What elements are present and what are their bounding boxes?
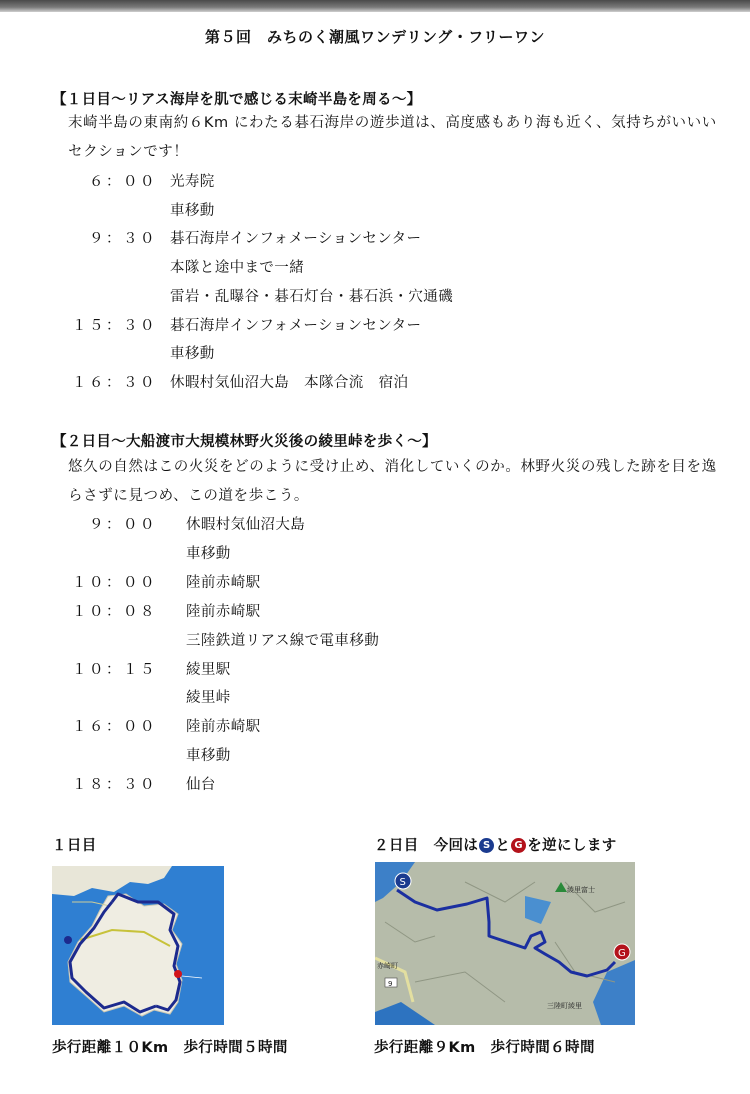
left-place-label: 赤崎町 [377, 962, 398, 970]
day1-map-label: １日目 [52, 838, 97, 854]
day1-schedule-row [0, 258, 750, 278]
day2-schedule-activity: 車移動 [186, 545, 231, 562]
day2-schedule-time: １０：０８ [72, 603, 157, 620]
day2-schedule-row [0, 746, 750, 766]
day1-schedule-activity: 休暇村気仙沼大島 本隊合流 宿泊 [170, 374, 409, 391]
day2-route-map [375, 862, 635, 1025]
day2-label-day: ２日目 [374, 838, 419, 854]
day2-label-and: と [495, 838, 511, 854]
day2-schedule-activity: 三陸鉄道リアス線で電車移動 [186, 632, 380, 649]
day1-heading: 【１日目〜リアス海岸を肌で感じる末崎半島を周る〜】 [52, 92, 422, 108]
peak-label: 綾里富士 [567, 886, 595, 894]
day1-schedule-activity: 車移動 [170, 202, 215, 219]
day2-schedule-row [0, 717, 750, 737]
day2-schedule-activity: 陸前赤崎駅 [186, 603, 261, 620]
day2-schedule-activity: 休暇村気仙沼大島 [186, 517, 306, 533]
day2-schedule-activity: 仙台 [186, 777, 216, 794]
day1-schedule-row [0, 344, 750, 364]
day1-schedule-row [0, 287, 750, 307]
goal-g-letter: G [618, 948, 626, 959]
day2-schedule-activity: 綾里峠 [186, 690, 231, 707]
day2-label-mid: 今回は [433, 838, 479, 854]
day1-schedule-time: １５：３０ [72, 317, 157, 334]
day1-schedule-row [0, 201, 750, 221]
page-title: 第５回 みちのく潮風ワンデリング・フリーワン [204, 28, 546, 46]
day1-schedule-activity: 碁石海岸インフォメーションセンター [170, 317, 422, 334]
day2-schedule-time: １８：３０ [72, 777, 157, 794]
day2-intro: 悠久の自然はこの火災をどのように受け止め、消化していくのか。林野火災の残した跡を目を逸らさずに見つめ、この道を歩こう。 [68, 459, 717, 504]
day1-schedule-time: ９：３０ [89, 231, 157, 248]
day2-map-label [374, 834, 617, 855]
day1-schedule-activity: 本隊と途中まで一緒 [170, 260, 305, 277]
day2-schedule-time: １６：００ [72, 719, 157, 736]
start-marker-icon: S [479, 838, 494, 853]
day2-schedule-row [0, 688, 750, 708]
day2-schedule-time: １０：１５ [72, 661, 157, 678]
day2-map-caption: 歩行距離９Km 歩行時間６時間 [374, 1040, 595, 1056]
day1-schedule-time: ６：００ [89, 174, 157, 190]
day2-heading: 【２日目〜大船渡市大規模林野火災後の綾里峠を歩く〜】 [52, 434, 437, 450]
day2-label-end: を逆にします [527, 838, 617, 854]
day1-intro: 末崎半島の東南約６Km にわたる碁石海岸の遊歩道は、高度感もあり海も近く、気持ちがいいいセクションです！ [68, 115, 717, 160]
day2-schedule-activity: 綾里駅 [186, 661, 231, 678]
day2-schedule-time: １０：００ [72, 574, 157, 591]
day1-schedule-row [0, 316, 750, 336]
day1-schedule-activity: 車移動 [170, 346, 215, 363]
day1-schedule-activity: 碁石海岸インフォメーションセンター [170, 231, 422, 248]
day2-schedule-activity: 陸前赤崎駅 [186, 574, 261, 591]
day1-route-map [52, 866, 224, 1025]
start-point [64, 936, 72, 944]
goal-marker-icon: G [511, 838, 526, 853]
day2-schedule-time: ９：００ [89, 517, 157, 533]
day2-schedule-activity: 陸前赤崎駅 [186, 719, 261, 736]
day1-schedule-row [0, 229, 750, 249]
start-s-letter: S [399, 877, 406, 888]
day2-schedule-row [0, 573, 750, 593]
day2-schedule-activity: 車移動 [186, 748, 231, 765]
day1-schedule-row [0, 373, 750, 393]
day2-schedule-row [0, 660, 750, 680]
day1-map-caption: 歩行距離１０Km 歩行時間５時間 [52, 1040, 288, 1056]
top-bar [0, 0, 750, 12]
day1-schedule-time: １６：３０ [72, 374, 157, 391]
day1-schedule-row [0, 172, 750, 192]
day2-schedule-row [0, 775, 750, 795]
day1-schedule-activity: 雷岩・乱曝谷・碁石灯台・碁石浜・穴通磯 [170, 288, 454, 305]
town-label: 三陸町綾里 [547, 1002, 582, 1010]
goal-point [174, 970, 182, 978]
day2-schedule-row [0, 631, 750, 651]
route-number: 9 [388, 980, 393, 988]
day2-schedule-row [0, 602, 750, 622]
day2-schedule-row [0, 544, 750, 564]
day2-schedule-row [0, 515, 750, 535]
day1-schedule-activity: 光寿院 [170, 174, 215, 190]
